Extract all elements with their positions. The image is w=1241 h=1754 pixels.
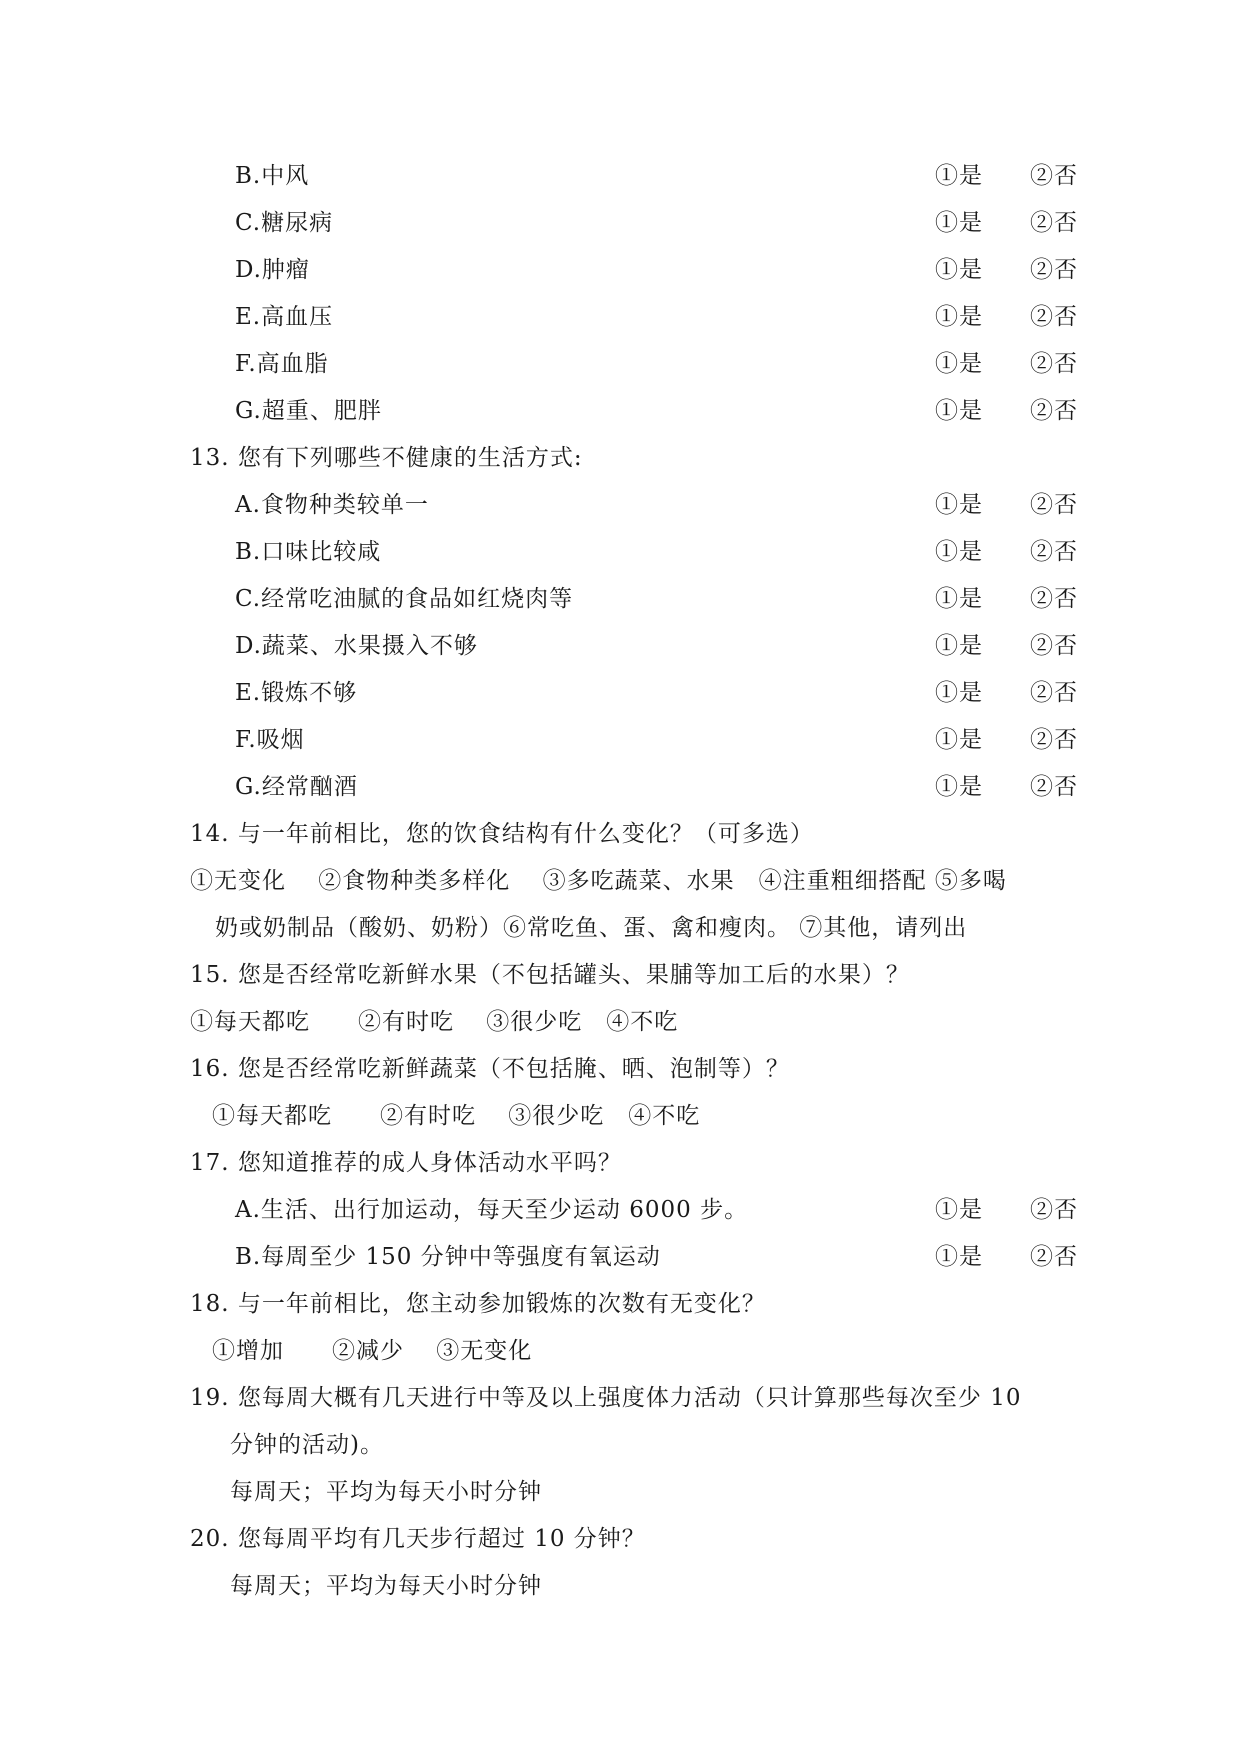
q19-answer[interactable]: [0, 1472, 1241, 1512]
item-label: E.高血压: [235, 304, 334, 330]
no-option[interactable]: ②否: [1030, 1197, 1078, 1223]
q14-options[interactable]: [0, 861, 1241, 901]
yes-option[interactable]: ①是: [935, 398, 983, 424]
item-label: D.蔬菜、水果摄入不够: [235, 633, 478, 659]
q16-options[interactable]: [0, 1096, 1241, 1136]
options-text[interactable]: ①每天都吃 ②有时吃 ③很少吃 ④不吃: [212, 1103, 701, 1129]
no-option[interactable]: ②否: [1030, 351, 1078, 377]
yes-option[interactable]: ①是: [935, 257, 983, 283]
answer-text[interactable]: 每周天；平均为每天小时分钟: [230, 1479, 542, 1505]
yes-option[interactable]: ①是: [935, 210, 983, 236]
yes-option[interactable]: ①是: [935, 492, 983, 518]
item-label: B.口味比较咸: [235, 539, 382, 565]
q12-item-b: [0, 156, 1241, 196]
q14-question: [0, 814, 1241, 854]
q15-question: [0, 955, 1241, 995]
no-option[interactable]: ②否: [1030, 774, 1078, 800]
q12-item-f: [0, 344, 1241, 384]
options-text[interactable]: ①增加 ②减少 ③无变化: [212, 1338, 533, 1364]
question-text: 17. 您知道推荐的成人身体活动水平吗？: [190, 1150, 622, 1176]
no-option[interactable]: ②否: [1030, 492, 1078, 518]
q13-item-f: [0, 720, 1241, 760]
q17-question: [0, 1143, 1241, 1183]
yes-option[interactable]: ①是: [935, 680, 983, 706]
q13-item-b: [0, 532, 1241, 572]
q20-answer[interactable]: [0, 1566, 1241, 1606]
q13-item-a: [0, 485, 1241, 525]
no-option[interactable]: ②否: [1030, 539, 1078, 565]
yes-option[interactable]: ①是: [935, 586, 983, 612]
no-option[interactable]: ②否: [1030, 398, 1078, 424]
no-option[interactable]: ②否: [1030, 1244, 1078, 1270]
item-label: F.吸烟: [235, 727, 305, 753]
q13-question: [0, 438, 1241, 478]
no-option[interactable]: ②否: [1030, 304, 1078, 330]
item-label: G.超重、肥胖: [235, 398, 382, 424]
yes-option[interactable]: ①是: [935, 1197, 983, 1223]
q18-question: [0, 1284, 1241, 1324]
yes-option[interactable]: ①是: [935, 727, 983, 753]
item-label: A.生活、出行加运动，每天至少运动 6000 步。: [235, 1197, 749, 1223]
yes-option[interactable]: ①是: [935, 1244, 983, 1270]
question-text: 14. 与一年前相比，您的饮食结构有什么变化？（可多选）: [190, 821, 814, 847]
no-option[interactable]: ②否: [1030, 210, 1078, 236]
item-label: F.高血脂: [235, 351, 329, 377]
item-label: C.糖尿病: [235, 210, 334, 236]
item-label: A.食物种类较单一: [235, 492, 429, 518]
q12-item-d: [0, 250, 1241, 290]
q12-item-e: [0, 297, 1241, 337]
q19-question-continued: [0, 1425, 1241, 1465]
q13-item-g: [0, 767, 1241, 807]
options-text[interactable]: 奶或奶制品（酸奶、奶粉）⑥常吃鱼、蛋、禽和瘦肉。 ⑦其他，请列出: [215, 915, 968, 941]
options-text[interactable]: ①无变化 ②食物种类多样化 ③多吃蔬菜、水果 ④注重粗细搭配 ⑤多喝: [190, 868, 1007, 894]
item-label: G.经常酗酒: [235, 774, 358, 800]
item-label: D.肿瘤: [235, 257, 310, 283]
question-text: 16. 您是否经常吃新鲜蔬菜（不包括腌、晒、泡制等）？: [190, 1056, 790, 1082]
question-text: 15. 您是否经常吃新鲜水果（不包括罐头、果脯等加工后的水果）？: [190, 962, 910, 988]
question-text: 13. 您有下列哪些不健康的生活方式:: [190, 445, 583, 471]
q17-item-a: [0, 1190, 1241, 1230]
q20-question: [0, 1519, 1241, 1559]
question-text: 18. 与一年前相比，您主动参加锻炼的次数有无变化？: [190, 1291, 766, 1317]
q13-item-e: [0, 673, 1241, 713]
q15-options[interactable]: [0, 1002, 1241, 1042]
no-option[interactable]: ②否: [1030, 727, 1078, 753]
q16-question: [0, 1049, 1241, 1089]
q13-item-c: [0, 579, 1241, 619]
options-text[interactable]: ①每天都吃 ②有时吃 ③很少吃 ④不吃: [190, 1009, 679, 1035]
yes-option[interactable]: ①是: [935, 539, 983, 565]
item-label: E.锻炼不够: [235, 680, 358, 706]
item-label: C.经常吃油腻的食品如红烧肉等: [235, 586, 574, 612]
q13-item-d: [0, 626, 1241, 666]
no-option[interactable]: ②否: [1030, 163, 1078, 189]
yes-option[interactable]: ①是: [935, 774, 983, 800]
item-label: B.中风: [235, 163, 310, 189]
question-text: 19. 您每周大概有几天进行中等及以上强度体力活动（只计算那些每次至少 10: [190, 1385, 1022, 1411]
yes-option[interactable]: ①是: [935, 633, 983, 659]
q12-item-c: [0, 203, 1241, 243]
yes-option[interactable]: ①是: [935, 163, 983, 189]
q14-options-continued[interactable]: [0, 908, 1241, 948]
no-option[interactable]: ②否: [1030, 586, 1078, 612]
q12-item-g: [0, 391, 1241, 431]
answer-text[interactable]: 每周天；平均为每天小时分钟: [230, 1573, 542, 1599]
no-option[interactable]: ②否: [1030, 257, 1078, 283]
no-option[interactable]: ②否: [1030, 633, 1078, 659]
item-label: B.每周至少 150 分钟中等强度有氧运动: [235, 1244, 661, 1270]
yes-option[interactable]: ①是: [935, 351, 983, 377]
question-text: 分钟的活动)。: [230, 1432, 384, 1458]
q17-item-b: [0, 1237, 1241, 1277]
yes-option[interactable]: ①是: [935, 304, 983, 330]
no-option[interactable]: ②否: [1030, 680, 1078, 706]
q18-options[interactable]: [0, 1331, 1241, 1371]
question-text: 20. 您每周平均有几天步行超过 10 分钟？: [190, 1526, 646, 1552]
q19-question: [0, 1378, 1241, 1418]
